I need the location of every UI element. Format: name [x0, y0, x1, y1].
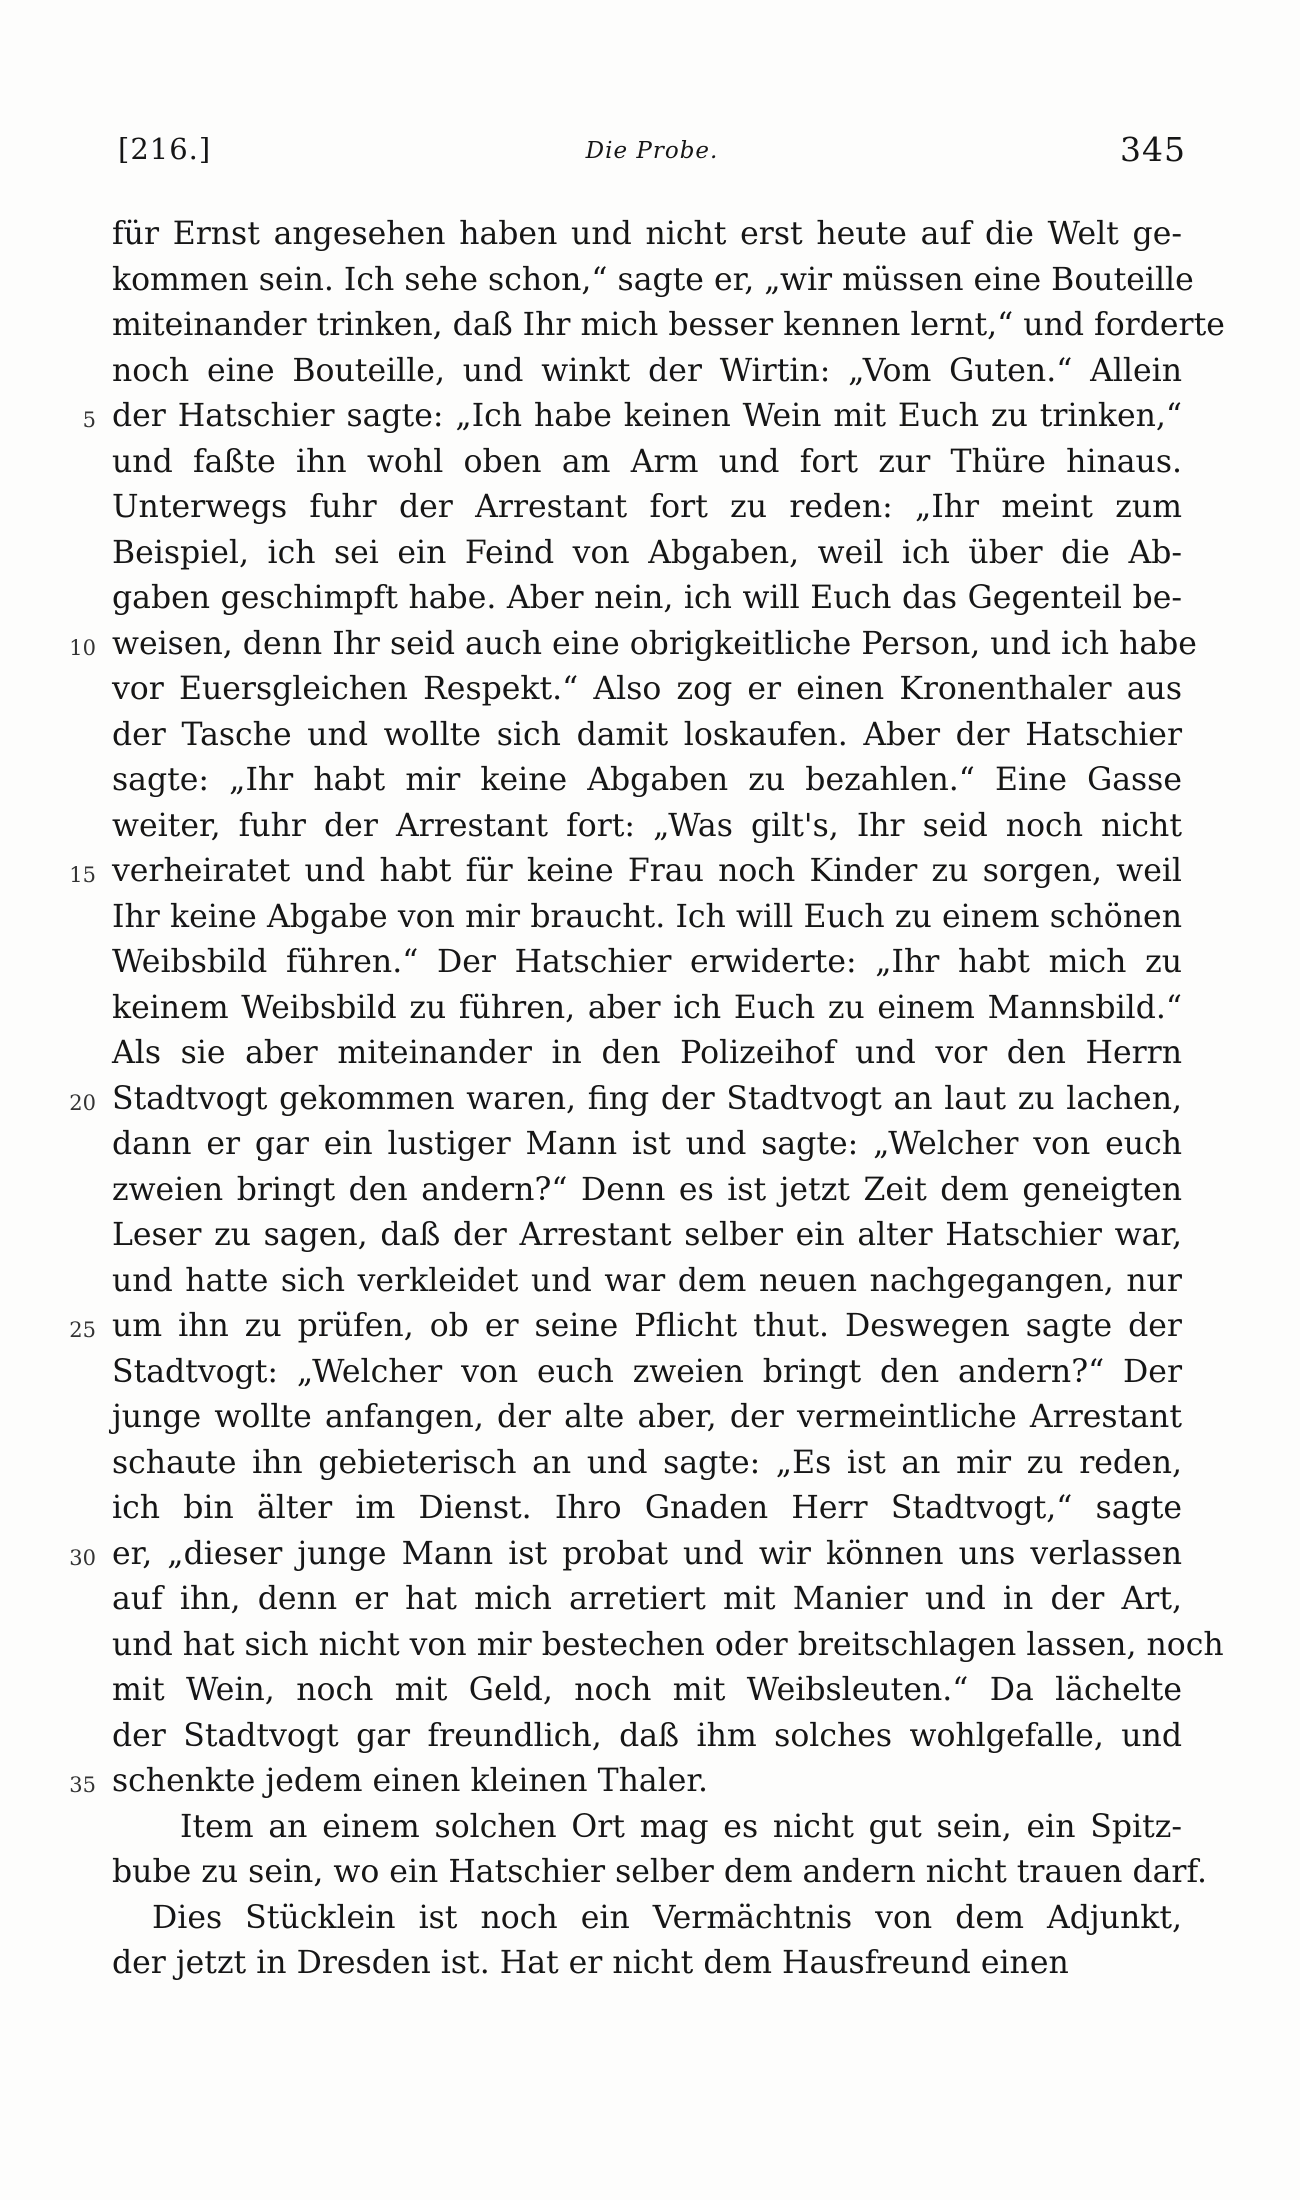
line-text: noch eine Bouteille, und winkt der Wirtin: „Vom Guten.“ Allein [112, 352, 1182, 389]
text-line [112, 485, 1182, 531]
line-number: 30 [69, 1545, 96, 1570]
text-line [112, 258, 1194, 304]
text-line [69, 1532, 1182, 1578]
line-text: für Ernst angesehen haben und nicht erst heute auf die Welt ge- [112, 216, 1182, 252]
line-text: Beispiel, ich sei ein Feind von Abgaben, weil ich über die Ab- [112, 534, 1182, 571]
text-line [112, 1259, 1182, 1305]
text-line [112, 1350, 1182, 1396]
line-text: weiter, fuhr der Arrestant fort: „Was gilt's, Ihr seid noch nicht [112, 807, 1182, 844]
line-text: Stadtvogt: „Welcher von euch zweien bringt den andern?“ Der [112, 1353, 1182, 1390]
line-text: Ihr keine Abgabe von mir braucht. Ich will Euch zu einem schönen [112, 898, 1182, 935]
text-line [112, 1122, 1182, 1168]
line-text: Stadtvogt gekommen waren, fing der Stadtvogt an laut zu lachen, [112, 1080, 1182, 1117]
text-line [112, 986, 1182, 1032]
line-text: Als sie aber miteinander in den Polizeihof und vor den Herrn [112, 1035, 1182, 1071]
line-text: mit Wein, noch mit Geld, noch mit Weibsleuten.“ Da lächelte [112, 1672, 1182, 1708]
line-text: vor Euersgleichen Respekt.“ Also zog er einen Kronenthaler aus [112, 671, 1182, 707]
text-line [112, 895, 1182, 941]
line-number: 15 [69, 863, 96, 887]
line-text: der Stadtvogt gar freundlich, daß ihm solches wohlgefalle, und [112, 1717, 1182, 1754]
text-line [112, 440, 1182, 486]
line-text: kommen sein. Ich sehe schon,“ sagte er, „wir müssen eine Bouteille [112, 261, 1194, 298]
line-text: miteinander trinken, daß Ihr mich besser kennen lernt,“ und forderte [112, 307, 1225, 343]
text-line [112, 1941, 1182, 1987]
text-line [112, 1168, 1182, 1214]
text-line [112, 1850, 1208, 1896]
text-line [112, 1031, 1182, 1077]
line-text: gaben geschimpft habe. Aber nein, ich will Euch das Gegenteil be- [112, 580, 1182, 616]
text-line [112, 1668, 1182, 1714]
text-line [112, 303, 1225, 349]
line-text: zweien bringt den andern?“ Denn es ist jetzt Zeit dem geneigten [112, 1171, 1182, 1208]
line-text: Weibsbild führen.“ Der Hatschier erwiderte: „Ihr habt mich zu [112, 944, 1182, 980]
text-line [112, 349, 1182, 395]
text-line [112, 576, 1182, 622]
text-line [112, 1577, 1182, 1623]
text-line [69, 1304, 1182, 1350]
body-text [69, 212, 1225, 1987]
text-line [112, 940, 1182, 986]
line-text: verheiratet und habt für keine Frau noch Kinder zu sorgen, weil [112, 853, 1182, 889]
text-line [69, 1759, 1182, 1805]
line-text: ich bin älter im Dienst. Ihro Gnaden Herr Stadtvogt,“ sagte [112, 1490, 1182, 1526]
line-text: bube zu sein, wo ein Hatschier selber dem andern nicht trauen darf. [112, 1854, 1208, 1890]
line-text: der Tasche und wollte sich damit loskaufen. Aber der Hatschier [112, 716, 1182, 753]
line-text: weisen, denn Ihr seid auch eine obrigkeitliche Person, und ich habe [112, 625, 1197, 662]
text-line [112, 1213, 1182, 1259]
text-line [112, 531, 1182, 577]
line-text: und hatte sich verkleidet und war dem neuen nachgegangen, nur [112, 1262, 1182, 1299]
line-text: Leser zu sagen, daß der Arrestant selber ein alter Hatschier war, [112, 1217, 1182, 1253]
line-number: 5 [82, 408, 96, 432]
text-line [112, 1441, 1182, 1487]
text-line [112, 758, 1182, 804]
line-text: der jetzt in Dresden ist. Hat er nicht dem Hausfreund einen [112, 1945, 1069, 1981]
line-text: schenkte jedem einen kleinen Thaler. [112, 1763, 708, 1799]
text-line [112, 667, 1182, 713]
bracket-page-number: [216.] [118, 132, 212, 166]
running-title: Die Probe. [585, 138, 719, 164]
line-number: 20 [69, 1090, 96, 1115]
line-text: und hat sich nicht von mir bestechen oder breitschlagen lassen, noch [112, 1626, 1224, 1663]
line-text: um ihn zu prüfen, ob er seine Pflicht thut. Deswegen sagte der [112, 1308, 1182, 1344]
page-header [118, 128, 1186, 178]
line-text: er, „dieser junge Mann ist probat und wir können uns verlassen [112, 1535, 1182, 1572]
line-text: sagte: „Ihr habt mir keine Abgaben zu bezahlen.“ Eine Gasse [112, 762, 1182, 798]
line-number: 10 [69, 635, 96, 660]
text-line [69, 1077, 1182, 1123]
text-line [112, 212, 1182, 258]
line-text: auf ihn, denn er hat mich arretiert mit Manier und in der Art, [112, 1581, 1182, 1617]
text-line [69, 849, 1182, 895]
line-text: Item an einem solchen Ort mag es nicht gut sein, ein Spitz- [180, 1808, 1182, 1845]
line-text: keinem Weibsbild zu führen, aber ich Euch zu einem Mannsbild.“ [112, 989, 1182, 1026]
line-text: junge wollte anfangen, der alte aber, der vermeintliche Arrestant [112, 1399, 1182, 1435]
text-line [112, 1623, 1224, 1669]
text-line [112, 1805, 1182, 1851]
line-text: der Hatschier sagte: „Ich habe keinen Wein mit Euch zu trinken,“ [112, 398, 1182, 434]
line-text: Dies Stücklein ist noch ein Vermächtnis von dem Adjunkt, [152, 1899, 1182, 1936]
page-number: 345 [1120, 130, 1186, 169]
text-line [112, 1486, 1182, 1532]
line-number: 35 [69, 1773, 96, 1797]
text-line [112, 713, 1182, 759]
line-text: schaute ihn gebieterisch an und sagte: „Es ist an mir zu reden, [112, 1444, 1182, 1481]
text-line [112, 1395, 1182, 1441]
line-text: dann er gar ein lustiger Mann ist und sagte: „Welcher von euch [112, 1126, 1182, 1162]
text-line [112, 1896, 1182, 1942]
text-line [112, 1714, 1182, 1760]
line-number: 25 [69, 1318, 96, 1342]
text-line [112, 804, 1182, 850]
line-text: Unterwegs fuhr der Arrestant fort zu reden: „Ihr meint zum [112, 489, 1182, 525]
text-line [82, 394, 1182, 440]
text-line [69, 622, 1197, 668]
line-text: und faßte ihn wohl oben am Arm und fort zur Thüre hinaus. [112, 443, 1182, 480]
